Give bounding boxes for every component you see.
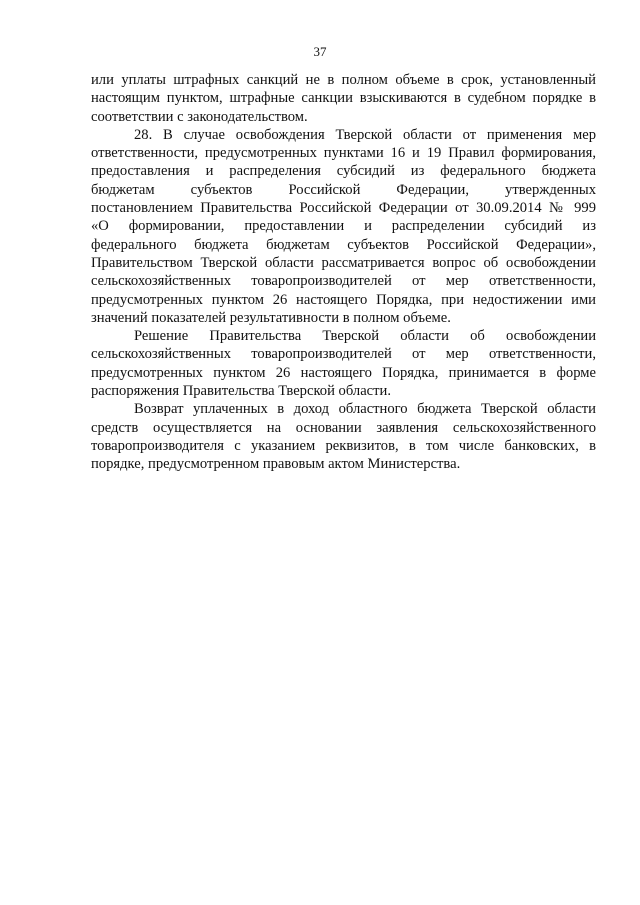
text-line: Возврат уплаченных в доход областного бюджета Тверской области [134, 401, 596, 418]
text-line: 28. В случае освобождения Тверской области от применения мер [134, 126, 596, 143]
text-line: сельскохозяйственных товаропроизводителей от мер ответственности, [91, 346, 596, 363]
paragraph [91, 400, 596, 473]
text-line: товаропроизводителя с указанием реквизитов, в том числе банковских, в [91, 437, 596, 454]
text-line: или уплаты штрафных санкций не в полном объеме в срок, установленный [91, 72, 596, 88]
text-line: ответственности, предусмотренных пунктами 16 и 19 Правил формирования, [91, 145, 596, 162]
text-line: соответствии с законодательством. [91, 108, 308, 125]
text-line: бюджетам субъектов Российской Федерации, утвержденных [91, 181, 596, 198]
text-line: предусмотренных пунктом 26 настоящего Порядка, принимается в форме [91, 364, 596, 381]
text-line: постановлением Правительства Российской Федерации от 30.09.2014 № 999 [91, 200, 596, 217]
text-line: «О формировании, предоставлении и распределении субсидий из [91, 218, 596, 235]
paragraph [91, 126, 596, 327]
paragraph [91, 327, 596, 400]
text-line: порядке, предусмотренном правовым актом Министерства. [91, 456, 461, 473]
text-line: предусмотренных пунктом 26 настоящего Порядка, при недостижении ими [91, 291, 596, 308]
page-number: 37 [313, 44, 327, 59]
text-line: предоставления и распределения субсидий из федерального бюджета [91, 163, 596, 180]
text-line: сельскохозяйственных товаропроизводителей от мер ответственности, [91, 273, 596, 290]
text-line: настоящим пунктом, штрафные санкции взыскиваются в судебном порядке в [91, 90, 596, 107]
text-line: значений показателей результативности в полном объеме. [91, 309, 451, 326]
text-line: Решение Правительства Тверской области об освобождении [134, 328, 596, 345]
paragraph [91, 71, 596, 126]
text-line: федерального бюджета бюджетам субъектов Российской Федерации», [91, 236, 596, 253]
text-line: Правительством Тверской области рассматривается вопрос об освобождении [91, 254, 596, 271]
document-body [91, 71, 596, 474]
text-line: распоряжения Правительства Тверской области. [91, 383, 391, 400]
text-line: средств осуществляется на основании заявления сельскохозяйственного [91, 419, 596, 436]
